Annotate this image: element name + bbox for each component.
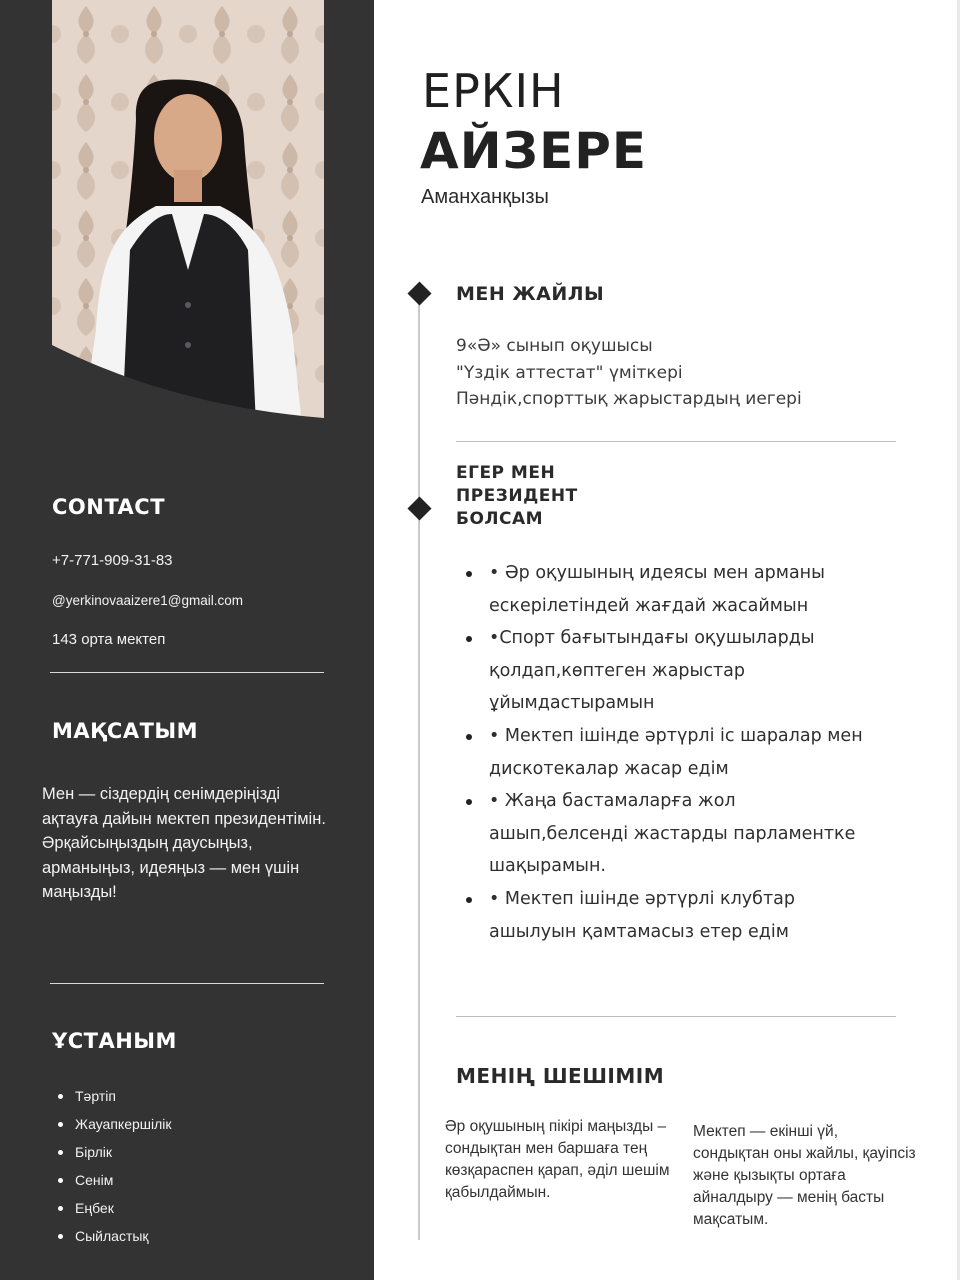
principles-heading: ҰСТАНЫМ [52,1029,177,1053]
goal-heading: МАҚСАТЫМ [52,719,199,743]
list-item: Сенім [52,1169,172,1197]
about-text [456,333,802,413]
goal-text: Мен — сіздердің сенімдеріңізді ақтауға дайын мектеп президентімін. Әрқайсыңыздың даусыңыз, арманыңыз, идеяңыз — мен үшін маңызды! [42,785,326,901]
contact-heading: CONTACT [52,495,166,519]
list-item: Сыйластық [52,1225,172,1253]
list-item: • Жаңа бастамаларға жол ашып,белсенді жастарды парламентке шақырамын. [466,785,866,883]
list-item: • Мектеп ішінде әртүрлі іс шаралар мен дискотекалар жасар едім [466,720,866,785]
president-heading [456,462,578,531]
contact-email[interactable]: @yerkinovaaizere1@gmail.com [52,593,243,608]
list-item: • Әр оқушының идеясы мен арманы ескерілетіндей жағдай жасаймын [466,557,866,622]
about-line: Пәндік,спорттық жарыстардың иегері [456,389,802,409]
contact-phone[interactable]: +7-771-909-31-83 [52,552,173,569]
last-name: АЙЗЕРЕ [420,122,648,180]
list-item: Еңбек [52,1197,172,1225]
list-item: •Спорт бағытындағы оқушыларды қолдап,көптеген жарыстар ұйымдастырамын [466,622,866,720]
portrait-photo [52,0,324,425]
sidebar-divider [50,672,324,673]
about-heading: МЕН ЖАЙЛЫ [456,283,605,305]
list-item: Бірлік [52,1141,172,1169]
president-heading-line: ЕГЕР МЕН [456,463,556,483]
sidebar [0,0,374,1280]
about-line: 9«Ә» сынып оқушысы [456,336,653,356]
portrait-photo-icon [52,0,324,425]
patronymic: Аманханқызы [421,186,549,208]
contact-school: 143 орта мектеп [52,631,166,648]
list-item: • Мектеп ішінде әртүрлі клубтар ашылуын қамтамасыз етер едім [466,883,866,948]
list-item: Жауапкершілік [52,1113,172,1141]
timeline-line [418,292,420,1240]
first-name: ЕРКІН [422,64,565,118]
decision-heading: МЕНІҢ ШЕШІМІМ [456,1064,665,1088]
section-divider [456,1016,896,1017]
diamond-icon [407,281,431,305]
decision-left-text: Әр оқушының пікірі маңызды – сондықтан мен баршаға тең көзқараспен қарап, әділ шешім қабылдаймын. [445,1118,670,1201]
sidebar-divider [50,983,324,984]
president-heading-line: ПРЕЗИДЕНТ [456,486,578,506]
principles-list [52,1085,172,1253]
diamond-icon [407,496,431,520]
about-line: "Үздік аттестат" үміткері [456,362,683,383]
section-divider [456,441,896,442]
president-heading-line: БОЛСАМ [456,509,544,529]
president-plans-list [466,557,866,948]
list-item: Тәртіп [52,1085,172,1113]
decision-right-text: Мектеп — екінші үй, сондықтан оны жайлы, қауіпсіз және қызықты ортаға айналдыру — менің басты мақсатым. [693,1123,916,1228]
